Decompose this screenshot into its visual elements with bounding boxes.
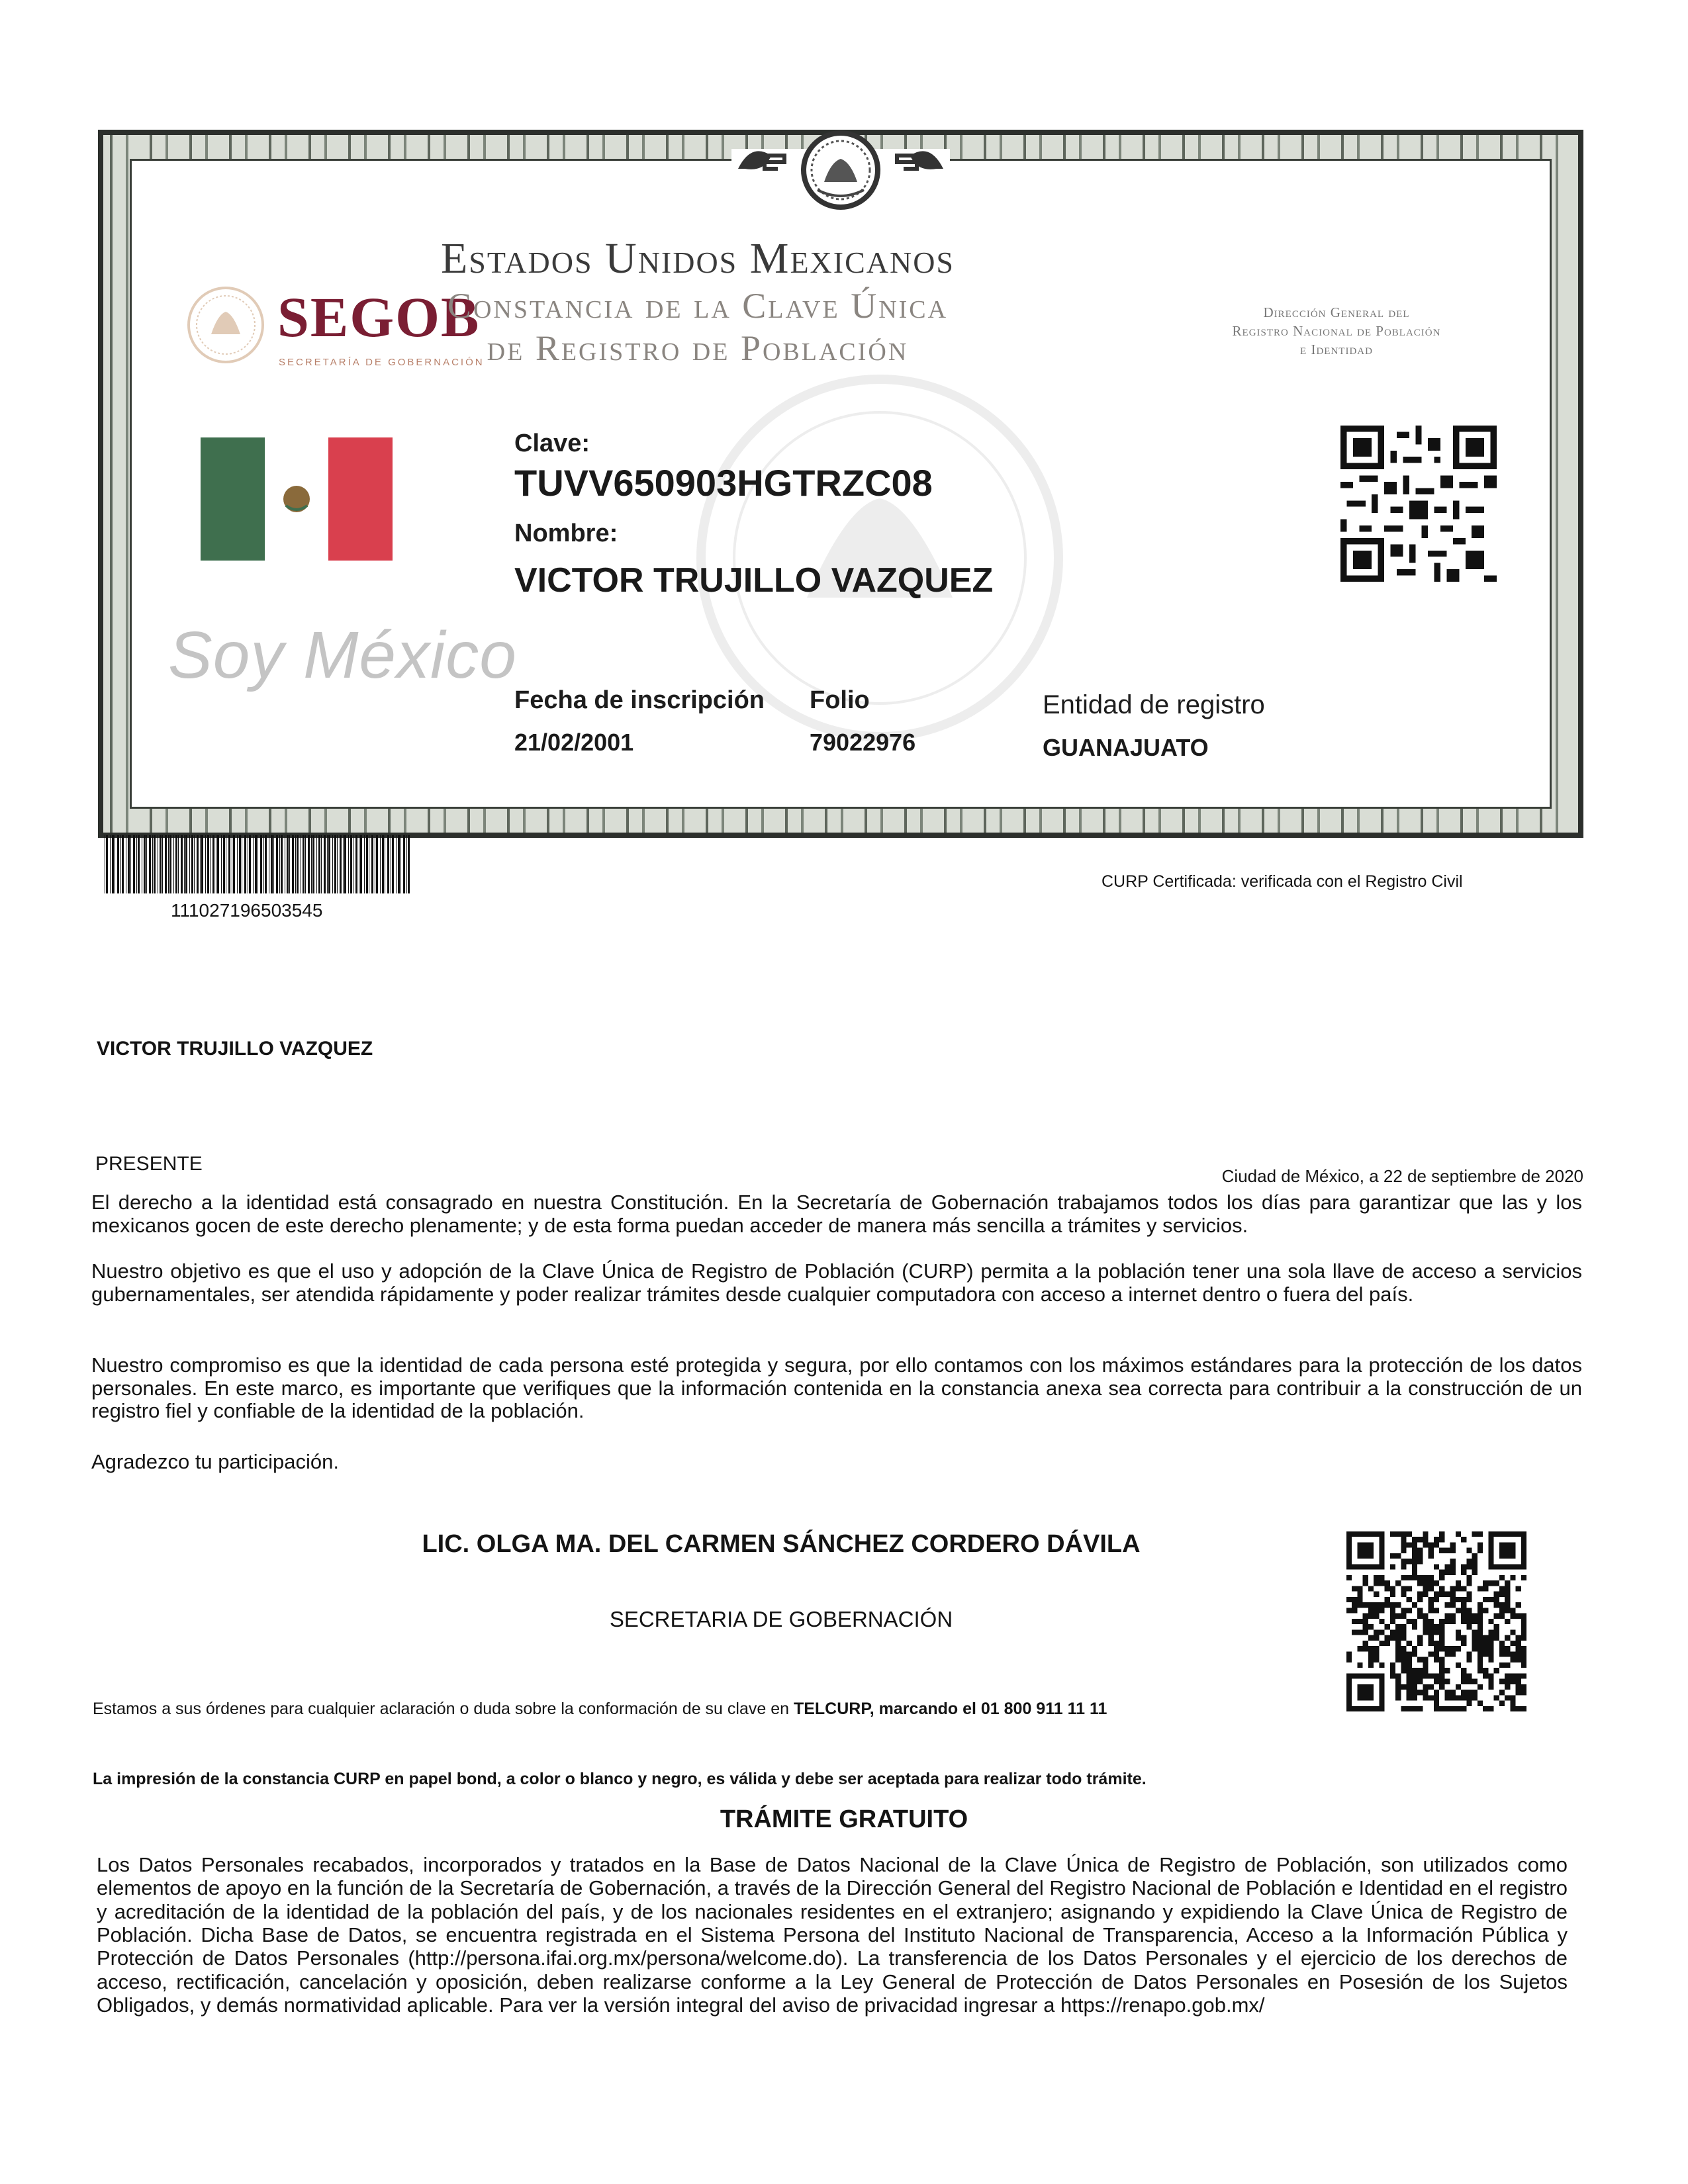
telcurp-number: TELCURP, marcando el 01 800 911 11 11 — [793, 1700, 1107, 1718]
segob-seal-icon — [186, 285, 265, 365]
nombre-value: VICTOR TRUJILLO VAZQUEZ — [514, 561, 994, 600]
presente-label: PRESENTE — [95, 1153, 203, 1175]
privacy-notice: Los Datos Personales recabados, incorporados y tratados en la Base de Datos Nacional de la Clave Única de Registro de Población, son utilizados como elementos de apoyo en la función de la Secretaría de Gobernación, a través de la Dirección General del Registro Nacional de Población e Identidad en el registro y acreditación de la identidad de la población del país, y de los nacionales residentes en el extranjero; asignando y expidiendo la Clave Única de Registro de Población. Dicha Base de Datos, se encuentra registrada en el Sistema Persona del Instituto Nacional de Transparencia, Acceso a la Información Pública y Protección de Datos Personales (http://persona.ifai.org.mx/persona/welcome.do). La transferencia de los Datos Personales y el ejercicio de los derechos de acceso, rectificación, cancelación y oposición, deben realizarse conforme a la Ley General de Protección de Datos Personales en Posesión de los Sujetos Obligados, y demás normatividad aplicable. Para ver la versión integral del aviso de privacidad ingresar a https://renapo.gob.mx/ — [97, 1853, 1568, 2017]
document-title-line1: Constancia de la Clave Única — [447, 286, 949, 326]
segob-subtitle: SECRETARÍA DE GOBERNACIÓN — [279, 357, 485, 368]
flag-emblem-icon — [277, 479, 316, 519]
issuer-line1: Dirección General del — [1263, 304, 1410, 320]
signer-position: SECRETARIA DE GOBERNACIÓN — [609, 1607, 953, 1631]
tramite-gratuito-heading: TRÁMITE GRATUITO — [720, 1805, 968, 1833]
letter-paragraph-3: Nuestro compromiso es que la identidad de cada persona esté protegida y segura, por ello contamos con los máximos estándares para la protección de los datos personales. En este marco, es importante que verifiques que la información contenida en la constancia anexa sea correcta para contribuir a la construcción de un registro fiel y confiable de la identidad de la población. — [91, 1353, 1582, 1423]
entidad-label: Entidad de registro — [1043, 690, 1265, 719]
signer-name: LIC. OLGA MA. DEL CARMEN SÁNCHEZ CORDERO DÁVILA — [422, 1530, 1141, 1558]
nombre-label: Nombre: — [514, 520, 618, 547]
print-validity-note: La impresión de la constancia CURP en papel bond, a color o blanco y negro, es válida y debe ser aceptada para realizar todo trámite. — [93, 1770, 1147, 1788]
country-title: Estados Unidos Mexicanos — [440, 234, 955, 283]
telcurp-note — [93, 1700, 1107, 1719]
folio-value: 79022976 — [810, 729, 916, 756]
qr-code-signature — [1346, 1531, 1526, 1711]
fecha-inscripcion-label: Fecha de inscripción — [514, 686, 765, 714]
soy-mexico-slogan: Soy México — [168, 618, 517, 692]
place-date: Ciudad de México, a 22 de septiembre de 2020 — [1221, 1166, 1583, 1186]
segob-logo-text: SEGOB — [277, 285, 481, 349]
entidad-value: GUANAJUATO — [1043, 734, 1209, 761]
mexican-flag — [201, 437, 393, 561]
document-title-line2: de Registro de Población — [487, 328, 909, 368]
issuer-line3: e Identidad — [1300, 341, 1373, 357]
letter-paragraph-2: Nuestro objetivo es que el uso y adopción de la Clave Única de Registro de Población (CURP) permita a la población tener una sola llave de acceso a servicios gubernamentales, ser atendida rápidamente y poder realizar trámites desde cualquier computadora con acceso a internet dentro o fuera del país. — [91, 1259, 1582, 1306]
issuer-line2: Registro Nacional de Población — [1232, 323, 1441, 339]
curp-value: TUVV650903HGTRZC08 — [514, 462, 933, 504]
letter-paragraph-1: El derecho a la identidad está consagrado en nuestra Constitución. En la Secretaría de Gobernación trabajamos todos los días para garantizar que las y los mexicanos gocen de este derecho plenamente; y de esta forma puedan acceder de manera más sencilla a trámites y servicios. — [91, 1191, 1582, 1237]
addressee-name: VICTOR TRUJILLO VAZQUEZ — [97, 1038, 373, 1060]
card-body — [130, 159, 1552, 809]
clave-label: Clave: — [514, 430, 590, 457]
barcode — [105, 835, 413, 893]
curp-certificate-card — [98, 130, 1583, 838]
barcode-number: 111027196503545 — [171, 900, 323, 921]
telcurp-text: Estamos a sus órdenes para cualquier aclaración o duda sobre la conformación de su clave en — [93, 1700, 794, 1718]
eagle-emblem-icon — [731, 129, 950, 215]
fecha-inscripcion-value: 21/02/2001 — [514, 729, 634, 756]
folio-label: Folio — [810, 686, 870, 714]
curp-certified-note: CURP Certificada: verificada con el Registro Civil — [1102, 872, 1463, 891]
letter-paragraph-4: Agradezco tu participación. — [91, 1450, 339, 1473]
qr-code — [1340, 426, 1497, 582]
